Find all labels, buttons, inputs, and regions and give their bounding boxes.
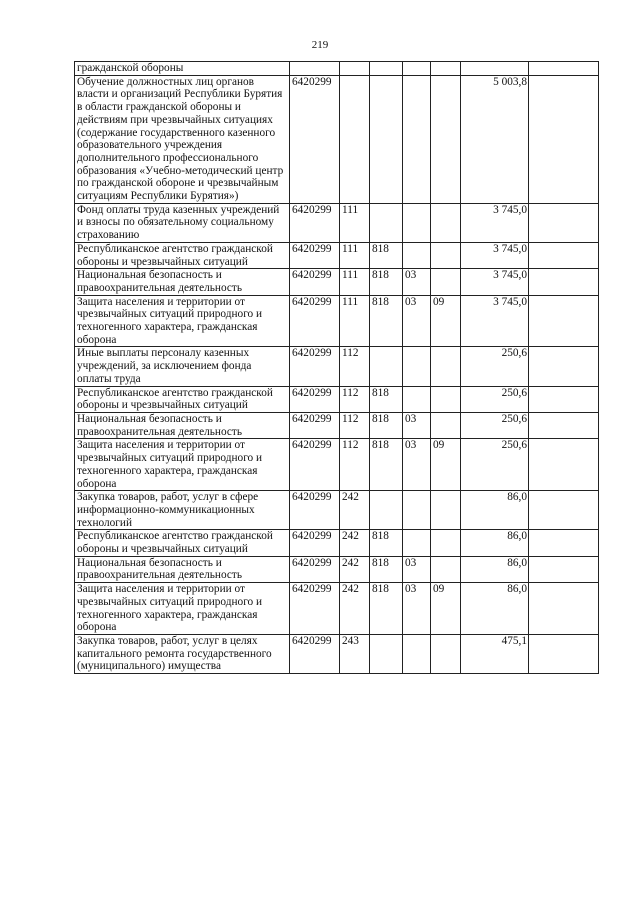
budget-item-name-cell: Закупка товаров, работ, услуг в целях капитального ремонта государственного (муниципального) имущества [75,634,290,673]
expense-type-code-cell [340,75,370,203]
budget-item-name-cell: Фонд оплаты труда казенных учреждений и взносы по обязательному социальному страхованию [75,203,290,242]
table-row [75,491,599,530]
target-article-code-cell: 6420299 [290,439,340,491]
amount-cell: 250,6 [461,347,529,386]
extra-cell [529,62,599,76]
budget-item-name-cell: Иные выплаты персоналу казенных учреждений, за исключением фонда оплаты труда [75,347,290,386]
subsection-code-cell [431,203,461,242]
section-code-cell: 03 [403,295,431,347]
target-article-code-cell: 6420299 [290,530,340,556]
subsection-code-cell [431,242,461,268]
extra-cell [529,491,599,530]
subsection-code-cell [431,556,461,582]
table-row [75,634,599,673]
budget-item-name-cell: Республиканское агентство гражданской обороны и чрезвычайных ситуаций [75,530,290,556]
section-code-cell [403,203,431,242]
table-row [75,556,599,582]
extra-cell [529,203,599,242]
amount-cell: 3 745,0 [461,295,529,347]
subsection-code-cell [431,269,461,295]
section-code-cell: 03 [403,583,431,635]
table-row [75,242,599,268]
target-article-code-cell: 6420299 [290,269,340,295]
subsection-code-cell: 09 [431,439,461,491]
section-code-cell: 03 [403,556,431,582]
budget-table [74,61,599,674]
ministry-code-cell: 818 [370,386,403,412]
ministry-code-cell: 818 [370,556,403,582]
amount-cell: 250,6 [461,439,529,491]
target-article-code-cell: 6420299 [290,491,340,530]
amount-cell: 3 745,0 [461,203,529,242]
budget-item-name-cell: Защита населения и территории от чрезвычайных ситуаций природного и техногенного характера, гражданская оборона [75,295,290,347]
amount-cell: 475,1 [461,634,529,673]
budget-item-name-cell: Национальная безопасность и правоохранительная деятельность [75,412,290,438]
table-row [75,412,599,438]
extra-cell [529,439,599,491]
budget-item-name-cell: Защита населения и территории от чрезвычайных ситуаций природного и техногенного характера, гражданская оборона [75,439,290,491]
amount-cell: 3 745,0 [461,242,529,268]
amount-cell [461,62,529,76]
target-article-code-cell: 6420299 [290,242,340,268]
expense-type-code-cell: 112 [340,386,370,412]
section-code-cell [403,75,431,203]
ministry-code-cell [370,634,403,673]
expense-type-code-cell: 111 [340,203,370,242]
expense-type-code-cell: 111 [340,269,370,295]
budget-item-name-cell: Республиканское агентство гражданской обороны и чрезвычайных ситуаций [75,242,290,268]
target-article-code-cell: 6420299 [290,634,340,673]
target-article-code-cell: 6420299 [290,203,340,242]
table-row [75,269,599,295]
target-article-code-cell: 6420299 [290,295,340,347]
expense-type-code-cell [340,62,370,76]
subsection-code-cell [431,62,461,76]
table-row [75,439,599,491]
extra-cell [529,386,599,412]
subsection-code-cell [431,347,461,386]
extra-cell [529,242,599,268]
budget-item-name-cell: Национальная безопасность и правоохранительная деятельность [75,556,290,582]
amount-cell: 86,0 [461,491,529,530]
subsection-code-cell [431,75,461,203]
expense-type-code-cell: 242 [340,530,370,556]
table-row [75,530,599,556]
ministry-code-cell: 818 [370,439,403,491]
target-article-code-cell [290,62,340,76]
extra-cell [529,347,599,386]
table-row [75,583,599,635]
amount-cell: 86,0 [461,583,529,635]
expense-type-code-cell: 111 [340,242,370,268]
expense-type-code-cell: 112 [340,347,370,386]
expense-type-code-cell: 242 [340,583,370,635]
ministry-code-cell [370,75,403,203]
section-code-cell [403,386,431,412]
section-code-cell: 03 [403,439,431,491]
table-row [75,203,599,242]
subsection-code-cell: 09 [431,295,461,347]
budget-item-name-cell: Обучение должностных лиц органов власти и организаций Республики Бурятия в области гражданской обороны и действиям при чрезвычайных ситуациях (содержание государственного казенного образовательного учреждения дополнительного профессионального образования «Учебно-методический центр по гражданской обороне и чрезвычайным ситуациям Республики Бурятия») [75,75,290,203]
subsection-code-cell [431,491,461,530]
section-code-cell [403,242,431,268]
ministry-code-cell: 818 [370,530,403,556]
subsection-code-cell: 09 [431,583,461,635]
section-code-cell [403,530,431,556]
extra-cell [529,530,599,556]
section-code-cell [403,491,431,530]
budget-item-name-cell: Национальная безопасность и правоохранительная деятельность [75,269,290,295]
budget-item-name-cell: гражданской обороны [75,62,290,76]
target-article-code-cell: 6420299 [290,75,340,203]
budget-item-name-cell: Республиканское агентство гражданской обороны и чрезвычайных ситуаций [75,386,290,412]
target-article-code-cell: 6420299 [290,386,340,412]
extra-cell [529,295,599,347]
subsection-code-cell [431,412,461,438]
budget-table-body [75,62,599,674]
table-row [75,347,599,386]
ministry-code-cell [370,491,403,530]
extra-cell [529,556,599,582]
section-code-cell: 03 [403,412,431,438]
target-article-code-cell: 6420299 [290,583,340,635]
ministry-code-cell: 818 [370,295,403,347]
ministry-code-cell: 818 [370,412,403,438]
table-row [75,62,599,76]
table-row [75,295,599,347]
ministry-code-cell [370,62,403,76]
extra-cell [529,75,599,203]
extra-cell [529,269,599,295]
page-number: 219 [311,39,329,51]
amount-cell: 86,0 [461,530,529,556]
section-code-cell [403,634,431,673]
section-code-cell [403,62,431,76]
expense-type-code-cell: 112 [340,412,370,438]
subsection-code-cell [431,634,461,673]
table-row [75,75,599,203]
section-code-cell [403,347,431,386]
table-row [75,386,599,412]
expense-type-code-cell: 242 [340,556,370,582]
amount-cell: 3 745,0 [461,269,529,295]
budget-item-name-cell: Закупка товаров, работ, услуг в сфере информационно-коммуникационных технологий [75,491,290,530]
expense-type-code-cell: 111 [340,295,370,347]
budget-item-name-cell: Защита населения и территории от чрезвычайных ситуаций природного и техногенного характера, гражданская оборона [75,583,290,635]
subsection-code-cell [431,530,461,556]
target-article-code-cell: 6420299 [290,347,340,386]
amount-cell: 250,6 [461,386,529,412]
expense-type-code-cell: 112 [340,439,370,491]
extra-cell [529,412,599,438]
extra-cell [529,634,599,673]
expense-type-code-cell: 242 [340,491,370,530]
amount-cell: 250,6 [461,412,529,438]
section-code-cell: 03 [403,269,431,295]
subsection-code-cell [431,386,461,412]
amount-cell: 5 003,8 [461,75,529,203]
target-article-code-cell: 6420299 [290,556,340,582]
ministry-code-cell [370,347,403,386]
extra-cell [529,583,599,635]
expense-type-code-cell: 243 [340,634,370,673]
ministry-code-cell [370,203,403,242]
amount-cell: 86,0 [461,556,529,582]
ministry-code-cell: 818 [370,269,403,295]
target-article-code-cell: 6420299 [290,412,340,438]
ministry-code-cell: 818 [370,583,403,635]
ministry-code-cell: 818 [370,242,403,268]
